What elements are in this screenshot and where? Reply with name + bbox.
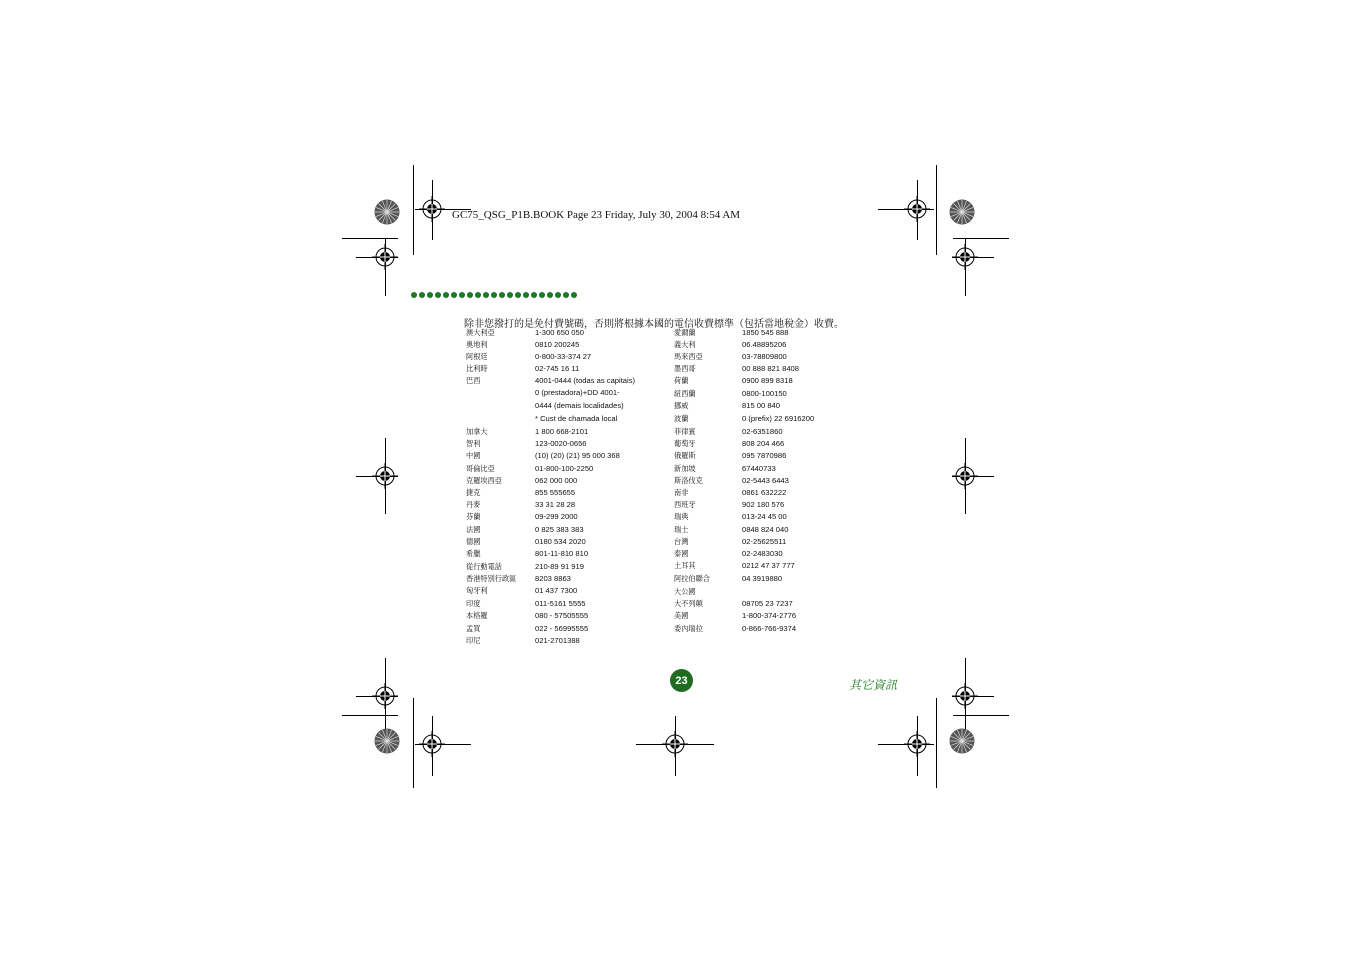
list-item — [466, 585, 666, 597]
phone-number: 0800-100150 — [742, 389, 787, 398]
list-item — [674, 388, 874, 400]
country-name: 哥倫比亞 — [466, 464, 495, 473]
phone-number: 33 31 28 28 — [535, 500, 576, 509]
country-name: 義大利 — [674, 340, 696, 349]
phone-number: 815 00 840 — [742, 401, 781, 410]
registration-mark-icon — [372, 463, 398, 489]
list-item — [466, 463, 666, 475]
country-name: 孟買 — [466, 624, 481, 633]
list-item — [466, 438, 666, 450]
country-name: 芬蘭 — [466, 512, 481, 521]
list-item — [466, 536, 666, 548]
phone-number: 210-89 91 919 — [535, 562, 584, 571]
green-dot — [523, 292, 529, 298]
phone-number: 0 (prestadora)+DD 4001- — [535, 388, 620, 397]
phone-number: 902 180 576 — [742, 500, 785, 509]
list-item — [466, 400, 666, 412]
phone-number: (10) (20) (21) 95 000 368 — [535, 451, 620, 460]
country-name: 奧地利 — [466, 340, 488, 349]
green-dot — [467, 292, 473, 298]
section-title: 其它資訊 — [849, 678, 898, 692]
green-dot — [547, 292, 553, 298]
registration-mark-icon — [372, 244, 398, 270]
green-dot — [507, 292, 513, 298]
green-dot — [491, 292, 497, 298]
country-name: 巴西 — [466, 376, 481, 385]
list-item — [674, 499, 874, 511]
registration-mark-icon — [952, 463, 978, 489]
country-name: 德國 — [466, 537, 481, 546]
phone-number: 123-0020-0656 — [535, 439, 587, 448]
country-name: 阿根廷 — [466, 352, 488, 361]
phone-number: 095 7870986 — [742, 451, 787, 460]
green-dot — [459, 292, 465, 298]
crop-line — [936, 165, 937, 255]
phone-number: 0900 899 8318 — [742, 376, 793, 385]
phone-number: 1850 545 888 — [742, 328, 789, 337]
registration-mark-icon — [372, 683, 398, 709]
country-name: 愛爾蘭 — [674, 328, 696, 337]
phone-number: * Cust de chamada local — [535, 414, 618, 423]
list-item — [466, 610, 666, 622]
crop-line — [953, 238, 1009, 239]
phone-number: 06.48895206 — [742, 340, 787, 349]
phone-number: 021-2701388 — [535, 636, 580, 645]
list-item — [466, 573, 666, 585]
country-name: 土耳其 — [674, 561, 696, 570]
list-item — [674, 463, 874, 475]
country-name: 阿拉伯聯合 — [674, 574, 710, 583]
list-item — [466, 413, 666, 425]
green-dot — [443, 292, 449, 298]
list-item — [466, 623, 666, 635]
country-name: 大公國 — [674, 587, 696, 596]
phone-number: 0-800-33-374 27 — [535, 352, 592, 361]
crop-line — [953, 715, 1009, 716]
phone-number: 0 (prefix) 22 6916200 — [742, 414, 815, 423]
country-name: 新加坡 — [674, 464, 696, 473]
phone-number: 0810 200245 — [535, 340, 580, 349]
list-item — [466, 511, 666, 523]
green-dot — [419, 292, 425, 298]
list-item — [466, 351, 666, 363]
phone-number: 022 - 56995555 — [535, 624, 589, 633]
list-item — [466, 363, 666, 375]
list-item — [466, 339, 666, 351]
country-name: 加拿大 — [466, 427, 488, 436]
star-target-icon — [949, 728, 975, 754]
country-name: 南非 — [674, 488, 689, 497]
phone-number: 4001-0444 (todas as capitais) — [535, 376, 636, 385]
list-item — [466, 499, 666, 511]
country-name: 印尼 — [466, 636, 481, 645]
phone-number: 00 888 821 8408 — [742, 364, 800, 373]
list-item — [466, 548, 666, 560]
country-name: 紐西蘭 — [674, 389, 696, 398]
phone-number: 013-24 45 00 — [742, 512, 787, 521]
phone-number: 0444 (demais localidades) — [535, 401, 624, 410]
list-item — [466, 487, 666, 499]
green-dot — [515, 292, 521, 298]
phone-number: 801-11-810 810 — [535, 549, 589, 558]
list-item — [466, 327, 666, 339]
list-item — [466, 426, 666, 438]
phone-number: 03-78809800 — [742, 352, 787, 361]
phone-number: 09-299 2000 — [535, 512, 578, 521]
country-name: 匈牙利 — [466, 586, 488, 595]
intro-text: 除非您撥打的是免付費號碼，否則將根據本國的電信收費標準（包括當地稅金）收費。 — [464, 319, 844, 330]
star-target-icon — [374, 199, 400, 225]
country-name: 波蘭 — [674, 414, 689, 423]
country-name: 泰國 — [674, 549, 689, 558]
list-item — [674, 339, 874, 351]
phone-number: 8203 8863 — [535, 574, 571, 583]
country-name: 俄羅斯 — [674, 451, 696, 460]
country-name: 挪威 — [674, 401, 689, 410]
country-name: 菲律賓 — [674, 427, 696, 436]
list-item — [466, 561, 666, 573]
registration-mark-icon — [662, 731, 688, 757]
list-item — [674, 363, 874, 375]
country-name: 從行動電話 — [466, 562, 502, 571]
country-name: 丹麥 — [466, 500, 481, 509]
phone-number: 0212 47 37 777 — [742, 561, 795, 570]
country-name: 西班牙 — [674, 500, 696, 509]
phone-number: 08705 23 7237 — [742, 599, 793, 608]
phone-number: 855 555655 — [535, 488, 576, 497]
list-item — [674, 573, 874, 585]
list-item — [674, 598, 874, 610]
list-item — [674, 511, 874, 523]
crop-line — [342, 715, 398, 716]
country-name: 委內瑞拉 — [674, 624, 703, 633]
country-name: 荷蘭 — [674, 376, 689, 385]
crop-line — [342, 238, 398, 239]
list-item — [466, 450, 666, 462]
green-dot — [411, 292, 417, 298]
list-item — [674, 536, 874, 548]
country-name: 墨西哥 — [674, 364, 696, 373]
green-dot — [427, 292, 433, 298]
list-item — [466, 375, 666, 387]
phone-number: 01 437 7300 — [535, 586, 578, 595]
list-item — [674, 327, 874, 339]
green-dot — [555, 292, 561, 298]
phone-number: 01-800-100-2250 — [535, 464, 594, 473]
phone-number: 0861 632222 — [742, 488, 787, 497]
list-item — [466, 475, 666, 487]
list-item — [466, 387, 666, 399]
country-name: 葡萄牙 — [674, 439, 696, 448]
print-slug: GC75_QSG_P1B.BOOK Page 23 Friday, July 30, 2004 8:54 AM — [452, 209, 741, 221]
phone-number: 1-300 650 050 — [535, 328, 584, 337]
country-name: 希臘 — [466, 549, 481, 558]
green-dot — [571, 292, 577, 298]
country-name: 智利 — [466, 439, 481, 448]
phone-number: 011-5161 5555 — [535, 599, 586, 608]
list-item — [674, 475, 874, 487]
list-item — [674, 413, 874, 425]
green-dot — [451, 292, 457, 298]
green-dot — [563, 292, 569, 298]
registration-mark-icon — [904, 196, 930, 222]
country-name: 捷克 — [466, 488, 481, 497]
list-item — [674, 400, 874, 412]
star-target-icon — [374, 728, 400, 754]
list-item — [674, 351, 874, 363]
list-item — [674, 438, 874, 450]
phone-number: 02-745 16 11 — [535, 364, 580, 373]
list-item — [674, 586, 874, 598]
country-name: 台灣 — [674, 537, 689, 546]
star-target-icon — [949, 199, 975, 225]
phone-number: 02-2483030 — [742, 549, 783, 558]
registration-mark-icon — [419, 731, 445, 757]
country-name: 馬來西亞 — [674, 352, 703, 361]
list-item — [674, 487, 874, 499]
green-dot — [499, 292, 505, 298]
phone-number: 080 - 57505555 — [535, 611, 589, 620]
list-item — [674, 375, 874, 387]
country-name: 瑞士 — [674, 525, 689, 534]
phone-number: 0180 534 2020 — [535, 537, 586, 546]
phone-number: 062 000 000 — [535, 476, 578, 485]
country-name: 美國 — [674, 611, 689, 620]
registration-mark-icon — [952, 244, 978, 270]
phone-number: 1-800-374-2776 — [742, 611, 797, 620]
list-item — [466, 598, 666, 610]
country-name: 瑞典 — [674, 512, 689, 521]
list-item — [674, 426, 874, 438]
country-name: 比利時 — [466, 364, 488, 373]
list-item — [674, 548, 874, 560]
list-item — [674, 560, 874, 572]
country-name: 大不列顛 — [674, 599, 703, 608]
list-item — [674, 524, 874, 536]
green-dot — [539, 292, 545, 298]
crop-line — [413, 698, 414, 788]
country-name: 中國 — [466, 451, 481, 460]
phone-number: 02-5443 6443 — [742, 476, 789, 485]
phone-number: 808 204 466 — [742, 439, 785, 448]
phone-number: 0 825 383 383 — [535, 525, 584, 534]
phone-number: 02-25625511 — [742, 537, 787, 546]
registration-mark-icon — [419, 196, 445, 222]
green-dot — [531, 292, 537, 298]
country-name: 印度 — [466, 599, 481, 608]
phone-number: 0848 824 040 — [742, 525, 789, 534]
phone-number: 02-6351860 — [742, 427, 783, 436]
list-item — [466, 524, 666, 536]
country-name: 香港特別行政區 — [466, 574, 517, 583]
country-name: 澳大利亞 — [466, 328, 495, 337]
country-name: 斯洛伐克 — [674, 476, 703, 485]
decorative-dot-row — [411, 292, 577, 298]
page-number-badge: 23 — [670, 669, 693, 692]
green-dot — [435, 292, 441, 298]
registration-mark-icon — [952, 683, 978, 709]
country-name: 克羅埃西亞 — [466, 476, 502, 485]
green-dot — [483, 292, 489, 298]
crop-line — [413, 165, 414, 255]
phone-number: 0-866-766-9374 — [742, 624, 797, 633]
country-name: 法國 — [466, 525, 481, 534]
list-item — [466, 635, 666, 647]
list-item — [674, 623, 874, 635]
crop-line — [936, 698, 937, 788]
registration-mark-icon — [904, 731, 930, 757]
list-item — [674, 610, 874, 622]
list-item — [674, 450, 874, 462]
country-name: 本格羅 — [466, 611, 488, 620]
phone-number: 67440733 — [742, 464, 776, 473]
phone-number: 04 3919880 — [742, 574, 783, 583]
phone-number: 1 800 668-2101 — [535, 427, 589, 436]
green-dot — [475, 292, 481, 298]
